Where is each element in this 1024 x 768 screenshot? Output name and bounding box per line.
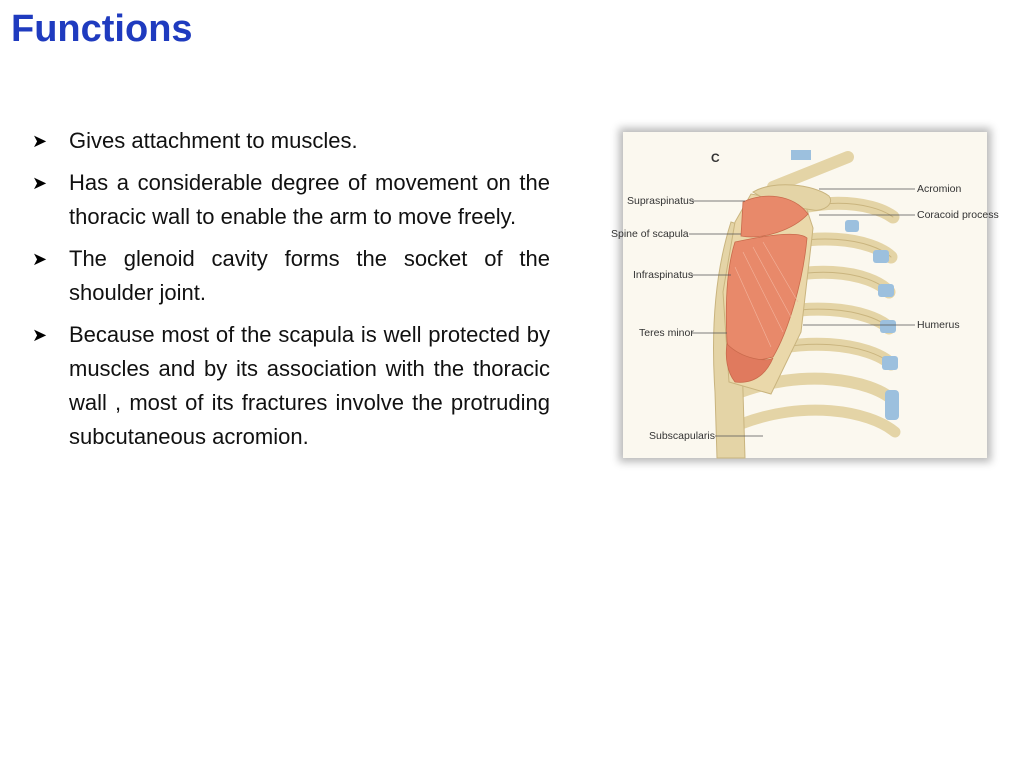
label-teres-minor: Teres minor: [639, 327, 694, 339]
bullet-text: Has a considerable degree of movement on the thoracic wall to enable the arm to move freely.: [69, 170, 550, 229]
bullet-text: Gives attachment to muscles.: [69, 128, 358, 153]
panel-letter: C: [711, 151, 720, 165]
label-subscapularis: Subscapularis: [649, 430, 715, 442]
label-coracoid-process: Coracoid process: [917, 209, 999, 221]
arrow-bullet-icon: ➤: [32, 249, 48, 269]
bullet-list: [32, 124, 550, 462]
bullet-text: Because most of the scapula is well protected by muscles and by its association with the thoracic wall , most of its fractures involve the protruding subcutaneous acromion.: [69, 322, 550, 449]
label-humerus: Humerus: [917, 319, 960, 331]
label-infraspinatus: Infraspinatus: [633, 269, 694, 281]
label-acromion: Acromion: [917, 183, 962, 195]
list-item: [32, 124, 550, 158]
label-spine-of-scapula: Spine of scapula: [611, 228, 689, 240]
scapula-anatomy-figure: [611, 132, 999, 458]
clavicle: [773, 157, 848, 187]
slide-title: Functions: [11, 8, 193, 50]
arrow-bullet-icon: ➤: [32, 325, 48, 345]
bullet-text: The glenoid cavity forms the socket of the shoulder joint.: [69, 246, 550, 305]
arrow-bullet-icon: ➤: [32, 173, 48, 193]
list-item: [32, 318, 550, 454]
label-supraspinatus: Supraspinatus: [627, 195, 695, 207]
list-item: [32, 242, 550, 310]
list-item: [32, 166, 550, 234]
clavicle-cartilage: [791, 150, 811, 160]
arrow-bullet-icon: ➤: [32, 131, 48, 151]
anatomy-illustration: [611, 132, 999, 458]
